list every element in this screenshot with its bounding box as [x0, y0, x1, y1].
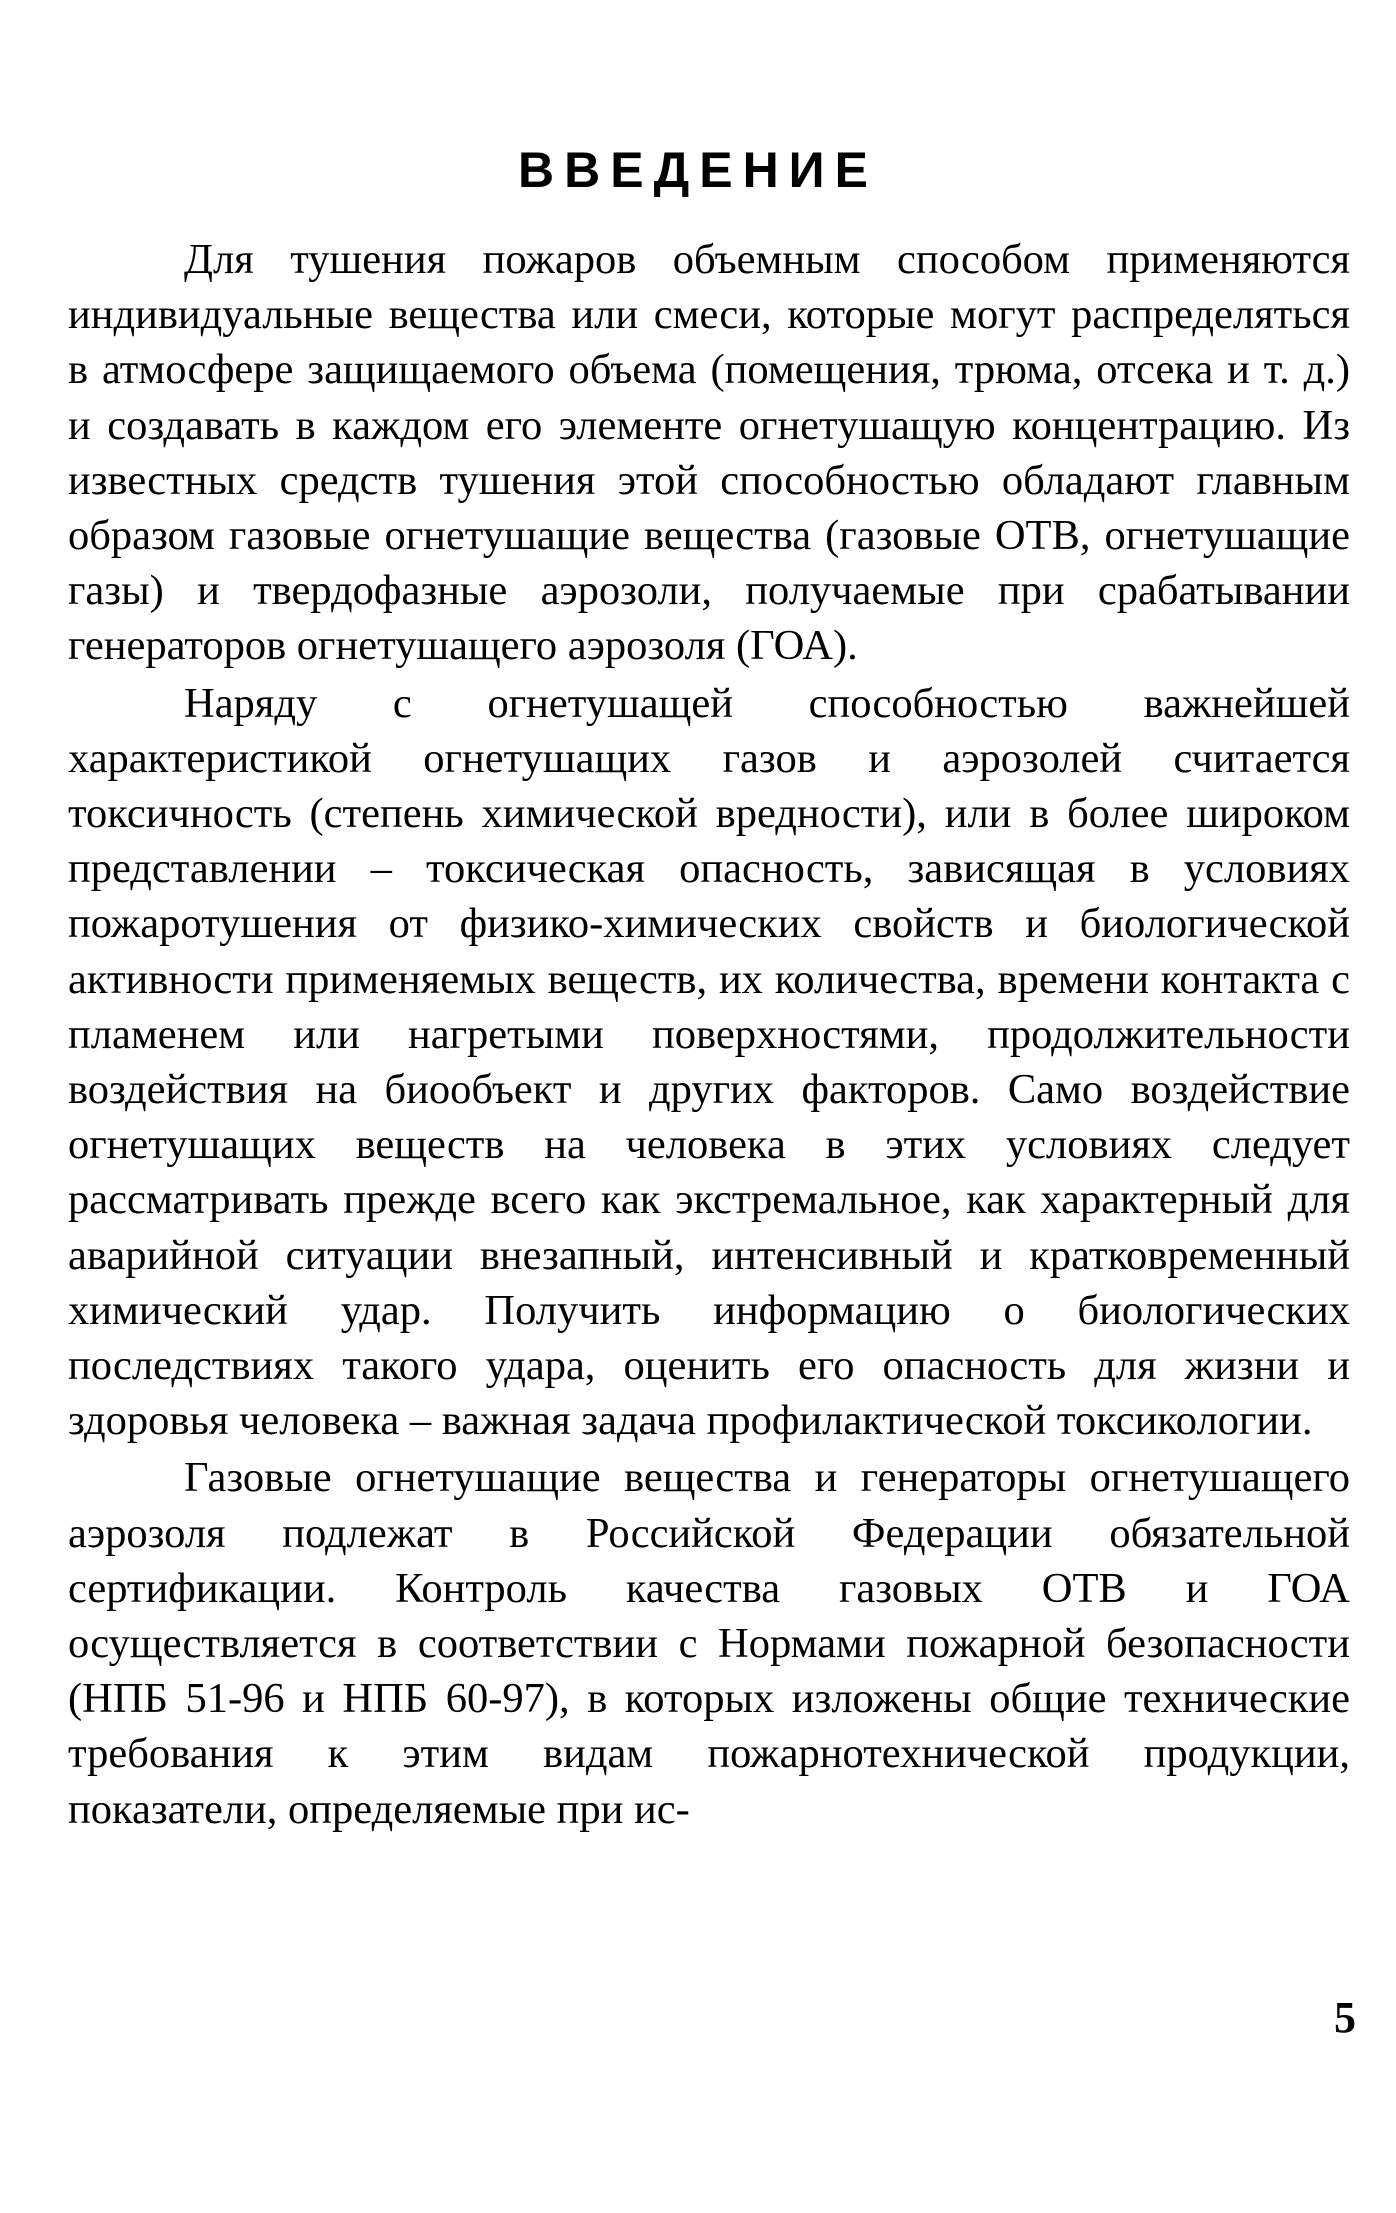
- paragraph-3: Газовые огнетушащие вещества и генераторы огнетушащего аэрозоля подлежат в Российской Федерации обязательной сертификации. Контроль качества газовых ОТВ и ГОА осуществляется в соответствии с Нормами пожарной безопасности (НПБ 51-96 и НПБ 60-97), в которых изложены общие технические требования к этим видам пожарнотехнической продукции, показатели, определяемые при ис-: [68, 1454, 1350, 1833]
- paragraph-1: Для тушения пожаров объемным способом применяются индивидуальные вещества или смеси, которые могут распределяться в атмосфере защищаемого объема (помещения, трюма, отсека и т. д.) и создавать в каждом его элементе огнетушащую концентрацию. Из известных средств тушения этой способностью обладают главным образом газовые огнетушащие вещества (газовые ОТВ, огнетушащие газы) и твердофазные аэрозоли, получаемые при срабатывании генераторов огнетушащего аэрозоля (ГОА).: [68, 236, 1350, 670]
- body-text: [68, 232, 1350, 1837]
- paragraph-2: Наряду с огнетушащей способностью важнейшей характеристикой огнетушащих газов и аэрозолей считается токсичность (степень химической вредности), или в более широком представлении – токсическая опасность, зависящая в условиях пожаротушения от физико-химических свойств и биологической активности применяемых веществ, их количества, времени контакта с пламенем или нагретыми поверхностями, продолжительности воздействия на биообъект и других факторов. Само воздействие огнетушащих веществ на человека в этих условиях следует рассматривать прежде всего как экстремальное, как характерный для аварийной ситуации внезапный, интенсивный и кратковременный химический удар. Получить информацию о биологических последствиях такого удара, оценить его опасность для жизни и здоровья человека – важная задача профилактической токсикологии.: [68, 679, 1350, 1445]
- page-number: 5: [1334, 1993, 1356, 2042]
- section-heading: ВВЕДЕНИЕ: [518, 142, 878, 198]
